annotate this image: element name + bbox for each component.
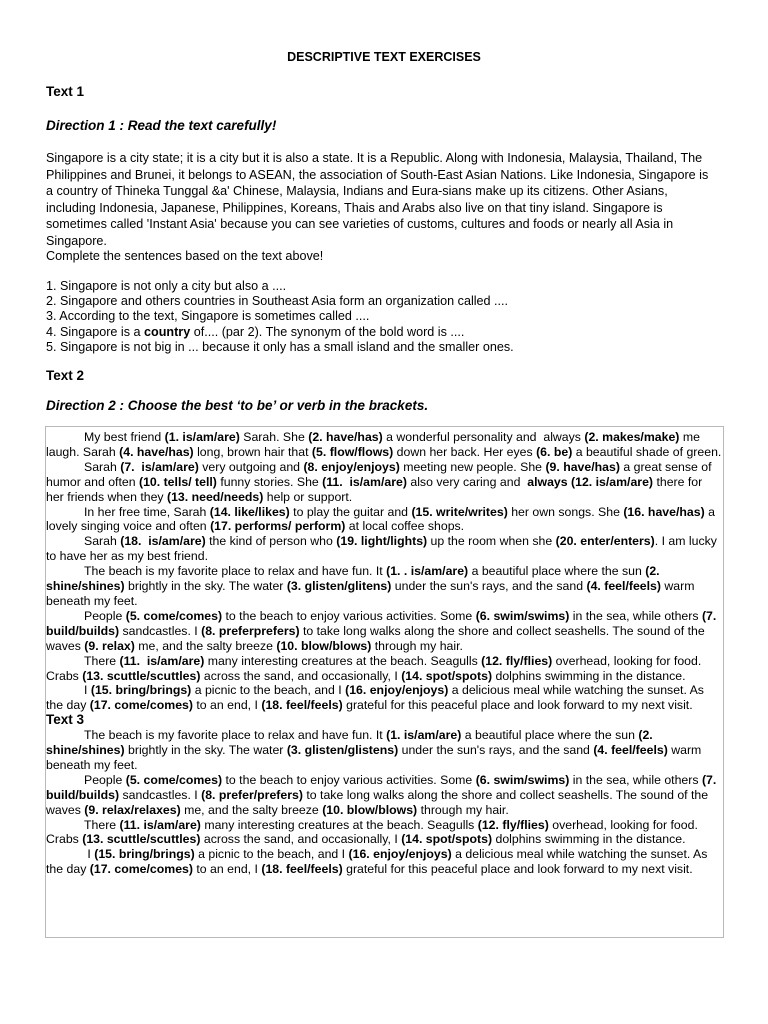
question-4: [46, 325, 726, 340]
text3-paragraph-2: People (5. come/comes) to the beach to enjoy various activities. Some (6. swim/swims) in the sea, while others (7. build/builds) sandcastles. I (8. prefer/prefers) to take long walks along the shore and collect seashells. The sound of the waves (9. relax/relaxes) me, and the salty breeze (10. blow/blows) through my hair.: [46, 772, 717, 817]
text2-paragraph-7: There (11. is/am/are) many interesting creatures at the beach. Seagulls (12. fly/flies) overhead, looking for food. Crabs (13. scuttle/scuttles) across the sand, and occasionally, I (14. spot/spots) dolphins swimming in the distance.: [46, 653, 702, 683]
text2-paragraph-4: Sarah (18. is/am/are) the kind of person who (19. light/lights) up the room when she (20. enter/enters). I am lucky to have her as my best friend.: [46, 534, 717, 564]
page-title: DESCRIPTIVE TEXT EXERCISES: [287, 50, 481, 64]
direction2: Direction 2 : Choose the best ‘to be’ or verb in the brackets.: [46, 398, 429, 413]
text1-heading: Text 1: [46, 84, 85, 99]
text3-paragraph-1: The beach is my favorite place to relax and have fun. It (1. is/am/are) a beautiful place where the sun (2. shine/shines) brightly in the sky. The water (3. glisten/glistens) under the sun's rays, and the sand (4. feel/feels) warm beneath my feet.: [46, 728, 702, 772]
text3-paragraph-4: I (15. bring/brings) a picnic to the beach, and I (16. enjoy/enjoys) a delicious meal while watching the sunset. As the day (17. come/comes) to an end, I (18. feel/feels) grateful for this peaceful place and look forward to my next visit.: [46, 847, 708, 877]
question-3: 3. According to the text, Singapore is sometimes called ....: [46, 309, 370, 324]
text2-paragraph-2: Sarah (7. is/am/are) very outgoing and (8. enjoy/enjoys) meeting new people. She (9. have/has) a great sense of humor and often (10. tells/ tell) funny stories. She (11. is/am/are) also very caring and always (12. is/am/are) there for her friends when they (13. need/needs) help or support.: [46, 459, 712, 504]
text2-paragraph-6: People (5. come/comes) to the beach to enjoy various activities. Some (6. swim/swims) in the sea, while others (7. build/builds) sandcastles. I (8. preferprefers) to take long walks along the shore and collect seashells. The sound of the waves (9. relax) me, and the salty breeze (10. blow/blows) through my hair.: [46, 608, 717, 653]
text2-paragraph-3: In her free time, Sarah (14. like/likes) to play the guitar and (15. write/writes) her own songs. She (16. have/has) a lovely singing voice and often (17. performs/ perform) at local coffee shops.: [46, 504, 715, 534]
text1-passage: Singapore is a city state; it is a city but it is also a state. It is a Republic. Along with Indonesia, Malaysia, Thailand, The Philippines and Brunei, it belongs to ASEAN, the association of South-East Asian Nations. Like Indonesia, Singapore is a country of Thineka Tunggal &a' Chinese, Malaysia, Indians and Eura-sians make up its citizens. Other Asians, including Indonesia, Japanese, Philippines, Koreans, Thais and Arabs also live on that tiny island. Singapore is sometimes called 'Instant Asia' because you can see varieties of customs, cultures and foods or nearly all Asia in Singapore.: [46, 151, 709, 248]
question-4-start: 4. Singapore is a: [46, 324, 145, 339]
question-4-bold-word: country: [144, 324, 191, 339]
question-5: 5. Singapore is not big in ... because it only has a small island and the smaller ones.: [46, 339, 514, 354]
text1-instruction: Complete the sentences based on the text above!: [46, 249, 324, 263]
exercise-content: [46, 430, 722, 877]
question-1: 1. Singapore is not only a city but also a ....: [46, 279, 287, 293]
text2-paragraph-8: I (15. bring/brings) a picnic to the beach, and I (16. enjoy/enjoys) a delicious meal while watching the sunset. As the day (17. come/comes) to an end, I (18. feel/feels) grateful for this peaceful place and look forward to my next visit.: [46, 683, 704, 713]
text3-heading: Text 3: [46, 712, 85, 728]
question-2: 2. Singapore and others countries in Southeast Asia form an organization called ....: [46, 294, 509, 309]
text2-paragraph-5: The beach is my favorite place to relax and have fun. It (1. . is/am/are) a beautiful place where the sun (2. shine/shines) brightly in the sky. The water (3. glisten/glitens) under the sun's rays, and the sand (4. feel/feels) warm beneath my feet.: [46, 564, 695, 608]
text3-paragraph-3: There (11. is/am/are) many interesting creatures at the beach. Seagulls (12. fly/flies) overhead, looking for food. Crabs (13. scuttle/scuttles) across the sand, and occasionally, I (14. spot/spots) dolphins swimming in the distance.: [46, 817, 698, 847]
question-4-end: of.... (par 2). The synonym of the bold word is ....: [190, 324, 465, 339]
direction1: Direction 1 : Read the text carefully!: [46, 118, 277, 133]
text2-heading: Text 2: [46, 368, 85, 383]
text2-paragraph-1: My best friend (1. is/am/are) Sarah. She (2. have/has) a wonderful personality and always (2. makes/make) me laugh. Sarah (4. have/has) long, brown hair that (5. flow/flows) down her back. Her eyes (6. be) a beautiful shade of green.: [46, 430, 722, 459]
text1-questions: [46, 279, 726, 355]
